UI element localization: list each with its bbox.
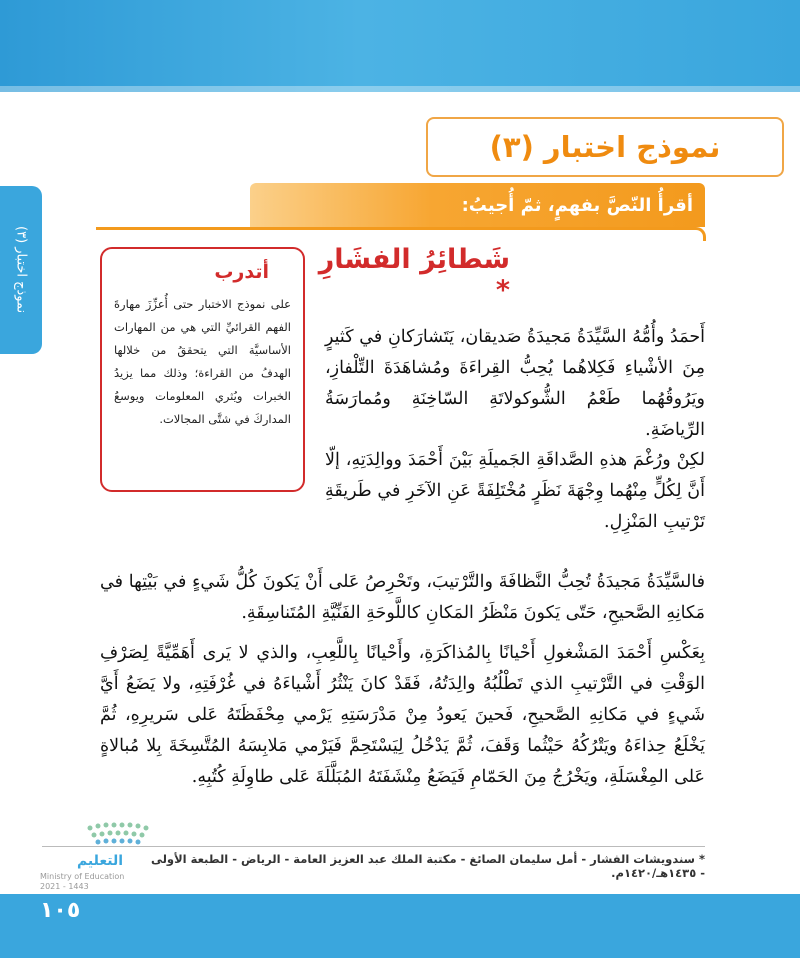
logo-word: التعليم [76, 853, 124, 869]
story-title: شَطائِرُ الفشَارِ * [318, 244, 510, 306]
instruction-bar [250, 183, 705, 227]
story-paragraph: فالسَّيِّدَةُ مَجيدَةُ تُحِبُّ النَّظافَةَ والتَّرْتيبَ، وتَحْرِصُ عَلى أَنْ يَكونَ كُلُّ شَيءٍ في بَيْتِها في مَكانِهِ الصَّحيحِ، حَتّى يَكونَ مَنْظَرُ المَكانِ كاللَّوحَةِ الفَنِّيَّةِ المُتَناسِقَةِ. [100, 572, 705, 623]
practice-title: أتدرب [214, 261, 269, 283]
practice-body: على نموذج الاختبار حتى أُعزِّزَ مهارةَ الفهم القرائيِّ التي هي من المهارات الأساسيَّة التي يتحققُ من خلالها الهدفُ من القراءة؛ وذلك مما يزيدُ الخبرات ويُثري المعلومات ويوسعُ المداركَ في شتَّى المجالات. [114, 297, 291, 426]
story-paragraph: لكِنْ ورُغْمَ هذهِ الصَّداقَةِ الجَميلَةِ بَيْنَ أَحْمَدَ ووالِدَتِهِ، إلّا أَنَّ لِكُلٍّ مِنْهُما وِجْهَةَ نَظَرٍ مُخْتَلِفَةً عَنِ الآخَرِ في طَريقَةِ تَرْتيبِ المَنْزِلِ. [325, 450, 705, 532]
logo-dots-icon [82, 820, 162, 850]
side-tab-label: نموذج اختبار (٣) [13, 226, 29, 314]
page-number: ١٠٥ [40, 898, 81, 923]
ministry-logo [40, 820, 170, 890]
logo-year: 2021 - 1443 [40, 882, 89, 891]
story-paragraph: أَحمَدُ وأُمُّهُ السَّيِّدَةُ مَجيدَةُ صَديقان، يَتَشارَكانِ في كَثيرٍ مِنَ الأشْياءِ فَكِلاهُما يُحِبُّ القِراءَةَ ومُشاهَدَةَ التِّلْفازِ، ويَرُوقُهُما طَعْمُ الشُّوكولاتَةِ السّاخِنَةِ ومُمارَسَةُ الرِّياضَةِ. [325, 327, 705, 440]
instruction-underline [96, 227, 706, 241]
side-chapter-tab [0, 186, 42, 354]
page-title-box [426, 117, 784, 177]
page-title: نموذج اختبار (٣) [489, 130, 721, 164]
bottom-footer-band [0, 894, 800, 958]
footnote: * سندويشات الفشار - أمل سليمان الصائغ - مكتبة الملك عبد العزيز العامة - الرياض - الطبعة الأولى - ١٤٣٥هـ/١٤٢٠م. [150, 852, 705, 880]
instruction-text: أقرأُ النّصَّ بفهمٍ، ثمّ أُجيبُ: [461, 194, 693, 216]
story-paragraph: بِعَكْسِ أَحْمَدَ المَشْغولِ أَحْيانًا بِالمُذاكَرَةِ، وأَحْيانًا بِاللَّعِبِ، والذي لا يَرى أَهَمِّيَّةً لِصَرْفِ الوَقْتِ في التَّرْتيبِ الذي تَطْلُبُهُ والِدَتُهُ، فَقَدْ كانَ يَنْثُرُ أَشْياءَهُ في غُرْفَتِهِ، ولا يَضَعُ أَيَّ شَيءٍ في مَكانِهِ الصَّحيحِ، فَحينَ يَعودُ مِنْ مَدْرَسَتِهِ يَرْمي مِحْفَظَتَهُ عَلى سَريرِهِ، ثُمَّ يَخْلَعُ حِذاءَهُ ويَتْرُكُهُ حَيْثُما وَقَفَ، ثُمَّ يَدْخُلُ لِيَسْتَحِمَّ فَيَرْمي مَلابِسَهُ المُتَّسِخَةَ بِلا مُبالاةٍ عَلى المِغْسَلَةِ، ويَخْرُجُ مِنَ الحَمّامِ فَيَضَعُ مِنْشَفَتَهُ المُبَلَّلَةَ عَلى طاوِلَةِ كُتُبِهِ. [100, 643, 705, 787]
logo-subtitle: Ministry of Education [40, 872, 125, 881]
top-header-band [0, 0, 800, 92]
practice-box [100, 247, 305, 492]
